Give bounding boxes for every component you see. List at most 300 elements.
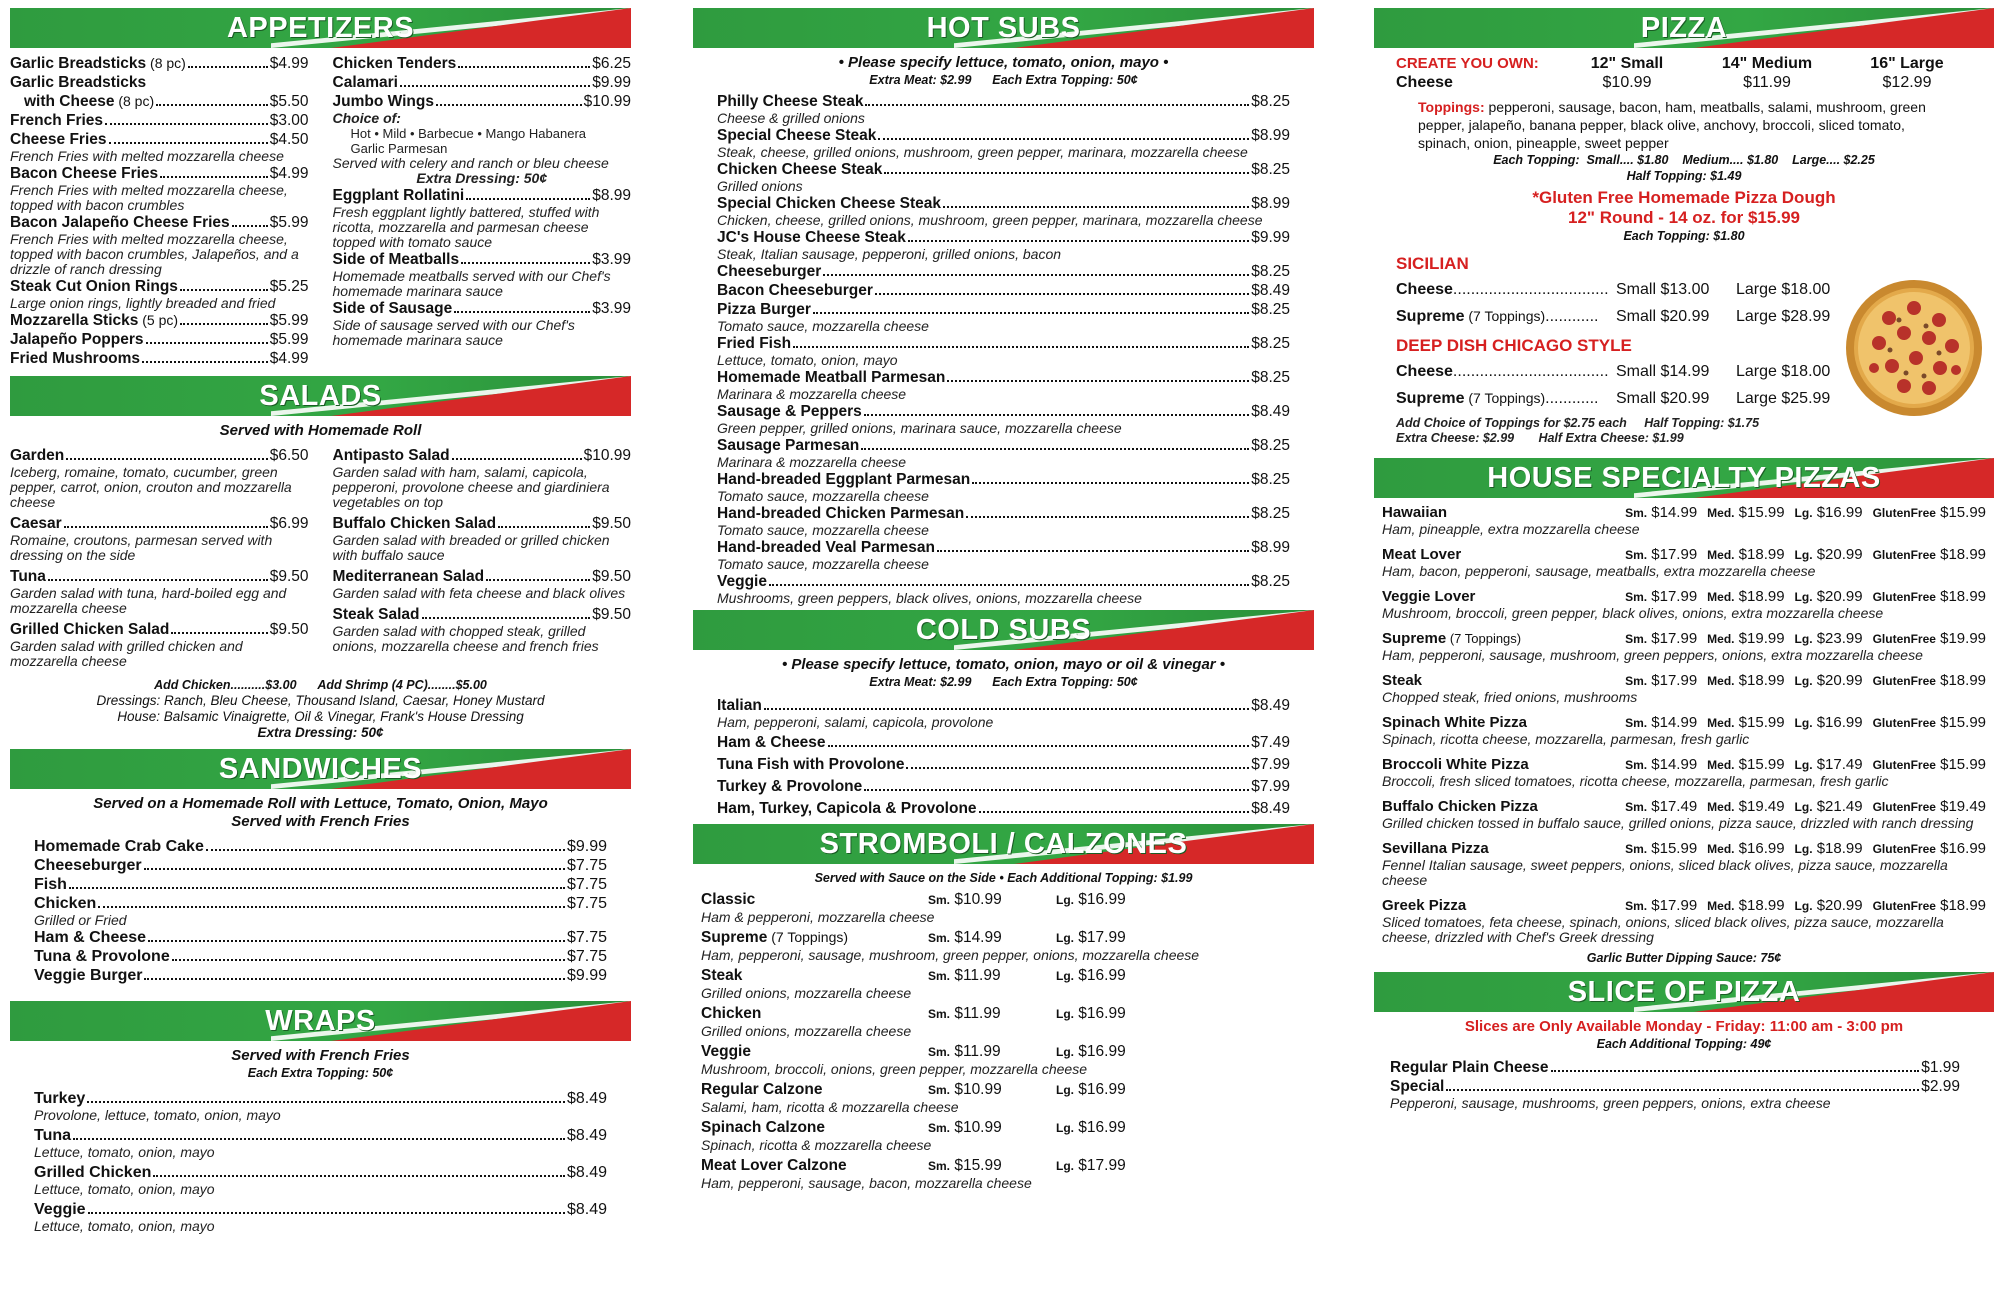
- item-description: Chicken, cheese, grilled onions, mushroom, green pepper, marinara, mozzarella cheese: [717, 212, 1263, 228]
- size-small-price: Sm. $17.99: [1625, 546, 1698, 563]
- item-price: $5.25: [269, 278, 309, 295]
- dot-leader: [813, 300, 1249, 314]
- item-description: Side of sausage served with our Chef's homemade marinara sauce: [332, 317, 575, 348]
- large-price: Large $25.99: [1736, 390, 1831, 407]
- size-label: Med.: [1707, 506, 1735, 520]
- pizza-each-topping: Each Topping: Small.... $1.80 Medium.... $1.80 Large.... $2.25: [1493, 153, 1875, 167]
- gluten-free-price: GlutenFree $18.99: [1872, 546, 1986, 563]
- item-name: Italian: [717, 697, 762, 714]
- stromboli-item: [701, 890, 1306, 925]
- size-label: Med.: [1707, 800, 1735, 814]
- item-price: $9.99: [1251, 229, 1290, 246]
- wing-choice-line1: Hot • Mild • Barbecue • Mango Habanera: [350, 126, 586, 141]
- stromboli-row: [701, 1080, 1306, 1100]
- size-label: GlutenFree: [1872, 758, 1936, 772]
- item-description: Grilled onions, mozzarella cheese: [701, 1023, 912, 1039]
- menu-item-row: [10, 330, 309, 349]
- item-description: Iceberg, romaine, tomato, cucumber, green pepper, carrot, onion, crouton and mozzarella cheese: [10, 464, 292, 510]
- dot-leader: [906, 755, 1249, 769]
- item-name: Tuna: [34, 1127, 72, 1144]
- menu-item-row: [717, 777, 1290, 796]
- sicilian-list: [1396, 280, 1846, 326]
- gluten-free-each: Each Topping: $1.80: [1623, 229, 1745, 243]
- size-small-price: Sm. $15.99: [1625, 840, 1698, 857]
- small-label: Sm.: [928, 931, 951, 945]
- item-description: Lettuce, tomato, onion, mayo: [717, 352, 898, 368]
- gluten-free-line1: *Gluten Free Homemade Pizza Dough: [1532, 188, 1836, 207]
- menu-item: [10, 349, 309, 368]
- style-row: [1396, 280, 1846, 299]
- item-price: $8.25: [1251, 263, 1290, 280]
- dot-leader: [153, 1163, 565, 1177]
- item-name: Buffalo Chicken Salad: [332, 515, 497, 532]
- item-price: $4.99: [269, 350, 309, 367]
- slice-title: SLICE OF PIZZA: [1567, 976, 1801, 1008]
- item-description: Steak, cheese, grilled onions, mushroom, green pepper, marinara, mozzarella cheese: [717, 144, 1248, 160]
- item-name: Jalapeño Poppers: [10, 331, 144, 348]
- menu-item: [10, 54, 309, 73]
- dot-leader: [864, 777, 1249, 791]
- item-name: Chicken Cheese Steak: [717, 161, 883, 178]
- item-name: with Cheese (8 pc): [24, 93, 155, 110]
- item-price: $7.49: [1251, 734, 1290, 751]
- item-description: Garden salad with grilled chicken and mozzarella cheese: [10, 638, 243, 669]
- spacer: [1156, 890, 1306, 910]
- menu-item-row: [10, 111, 309, 130]
- item-large-price: Lg. $16.99: [1056, 891, 1126, 908]
- dot-leader: [66, 446, 267, 460]
- item-description: Pepperoni, sausage, mushrooms, green peppers, onions, extra cheese: [1390, 1095, 1831, 1111]
- coldsubs-extra: Extra Meat: $2.99 Each Extra Topping: 50¢: [869, 675, 1138, 689]
- menu-item: [34, 1126, 607, 1160]
- item-name: [1396, 280, 1616, 299]
- toppings-label: Toppings:: [1418, 99, 1485, 115]
- item-name-text: Cheese: [1396, 363, 1453, 380]
- menu-item: [717, 334, 1290, 368]
- spacer: [1156, 966, 1306, 986]
- item-name: Fish: [34, 876, 67, 893]
- sandwiches-list: [10, 837, 631, 985]
- pizza-styles: [1374, 254, 1994, 446]
- wraps-banner: [10, 1001, 631, 1041]
- item-name: Chicken: [34, 895, 97, 912]
- menu-item-row: [34, 837, 607, 856]
- item-name: Supreme (7 Toppings): [1382, 630, 1522, 647]
- dot-leader: [188, 54, 268, 68]
- menu-item: [10, 277, 309, 311]
- item-small-price: Sm. $15.99: [928, 1157, 1002, 1174]
- dots: ............: [1545, 390, 1599, 407]
- item-small-price: Sm. $10.99: [928, 1081, 1002, 1098]
- dot-leader: [64, 514, 268, 528]
- menu-item-row: [10, 164, 309, 183]
- gluten-free-price: GlutenFree $18.99: [1872, 897, 1986, 914]
- small-label: Sm.: [928, 1045, 951, 1059]
- item-description: Ham, pepperoni, sausage, bacon, mozzarella cheese: [701, 1175, 1032, 1191]
- item-name: Side of Sausage: [332, 300, 453, 317]
- menu-item: [1390, 1058, 1960, 1077]
- dot-leader: [206, 837, 565, 851]
- menu-item-row: [34, 1163, 607, 1182]
- spacer: [1156, 1042, 1306, 1062]
- item-name: Cheeseburger: [34, 857, 142, 874]
- item-price: $8.49: [1251, 282, 1290, 299]
- dot-leader: [966, 504, 1249, 518]
- large-price: Large $18.00: [1736, 281, 1831, 298]
- item-price: $8.49: [566, 1164, 607, 1181]
- dot-leader: [908, 228, 1249, 242]
- item-name: Hand-breaded Chicken Parmesan: [717, 505, 965, 522]
- size-label: Lg.: [1794, 899, 1813, 913]
- item-large-price: Lg. $16.99: [1056, 1081, 1126, 1098]
- menu-item: [717, 402, 1290, 436]
- dot-leader: [144, 856, 565, 870]
- item-price: $7.75: [566, 948, 607, 965]
- menu-item: [717, 696, 1290, 730]
- small-price: Small $14.99: [1616, 363, 1710, 380]
- menu-item-row: [717, 368, 1290, 387]
- item-description: Lettuce, tomato, onion, mayo: [34, 1218, 215, 1234]
- item-description: Spinach, ricotta cheese, mozzarella, parmesan, fresh garlic: [1382, 731, 1750, 747]
- salads-extra: Extra Dressing: 50¢: [257, 725, 384, 740]
- specialty-item: [1382, 756, 1986, 789]
- item-price: $5.99: [269, 312, 309, 329]
- style-row: [1396, 389, 1846, 408]
- specialty-row: [1382, 630, 1986, 648]
- size-medium-price: Med. $18.99: [1707, 897, 1785, 914]
- menu-item: [717, 368, 1290, 402]
- toppings-list: pepperoni, sausage, bacon, ham, meatballs, salami, mushroom, green pepper, jalapeño, banana pepper, black olive, anchovy, broccoli, sliced tomato, spinach, onion, pineapple, sweet pepper: [1418, 99, 1926, 151]
- dot-leader: [972, 470, 1249, 484]
- menu-item: [717, 799, 1290, 818]
- item-description: Sliced tomatoes, feta cheese, spinach, onions, sliced black olives, pizza sauce, mozzarella cheese, drizzled with Chef's Greek dressing: [1382, 914, 1944, 945]
- wing-served: Served with celery and ranch or bleu cheese: [332, 155, 609, 171]
- item-note: (7 Toppings): [1464, 308, 1546, 324]
- item-description: Lettuce, tomato, onion, mayo: [34, 1181, 215, 1197]
- menu-item-row: [10, 514, 309, 533]
- item-price: $9.99: [566, 838, 607, 855]
- item-name: Classic: [701, 891, 756, 908]
- size-small-price: Sm. $17.49: [1625, 798, 1698, 815]
- dot-leader: [764, 696, 1249, 710]
- small-label: Sm.: [928, 893, 951, 907]
- item-description: French Fries with melted mozzarella cheese, topped with bacon crumbles: [10, 182, 288, 213]
- item-name: Regular Calzone: [701, 1081, 823, 1098]
- dot-leader: [436, 92, 582, 106]
- dot-leader: [458, 54, 590, 68]
- menu-item-row: [717, 572, 1290, 591]
- dots: ...................................: [1452, 363, 1609, 380]
- item-description: Salami, ham, ricotta & mozzarella cheese: [701, 1099, 959, 1115]
- dot-leader: [156, 92, 268, 106]
- item-name: Bacon Jalapeño Cheese Fries: [10, 214, 230, 231]
- coldsubs-list: [693, 696, 1314, 818]
- menu-item-row: [717, 228, 1290, 247]
- item-price: $8.25: [1251, 573, 1290, 590]
- size-small-price: Sm. $14.99: [1625, 756, 1698, 773]
- dot-leader: [87, 1089, 565, 1103]
- menu-item: [10, 567, 309, 616]
- item-description: Grilled chicken tossed in buffalo sauce, grilled onions, pizza sauce, drizzled with ranch dressing: [1382, 815, 1974, 831]
- item-name: Sausage Parmesan: [717, 437, 860, 454]
- menu-item: [34, 875, 607, 894]
- gluten-free-price: GlutenFree $15.99: [1872, 756, 1986, 773]
- item-name: Veggie: [717, 573, 767, 590]
- stromboli-note: Served with Sauce on the Side • Each Additional Topping: $1.99: [814, 871, 1193, 885]
- menu-item: [333, 514, 632, 563]
- menu-item: [717, 436, 1290, 470]
- size-label: GlutenFree: [1872, 899, 1936, 913]
- stromboli-row: [701, 928, 1306, 948]
- stromboli-item: [701, 1118, 1306, 1153]
- item-note: (5 pc): [138, 312, 179, 328]
- column-left: [10, 8, 631, 1237]
- item-description: Green pepper, grilled onions, marinara sauce, mozzarella cheese: [717, 420, 1122, 436]
- item-name: Grilled Chicken Salad: [10, 621, 170, 638]
- hotsubs-extra: Extra Meat: $2.99 Each Extra Topping: 50¢: [869, 73, 1138, 87]
- item-large-price: Lg. $16.99: [1056, 1119, 1126, 1136]
- item-name: Hand-breaded Veal Parmesan: [717, 539, 935, 556]
- item-description: Ham, pepperoni, salami, capicola, provolone: [717, 714, 994, 730]
- stromboli-item: [701, 928, 1306, 963]
- wraps-title: WRAPS: [265, 1005, 376, 1037]
- item-price: $7.75: [566, 857, 607, 874]
- menu-item-row: [333, 605, 632, 624]
- menu-item-row: [34, 966, 607, 985]
- menu-item: [34, 947, 607, 966]
- sicilian-title: SICILIAN: [1396, 254, 1469, 273]
- item-price: $6.50: [269, 447, 309, 464]
- item-price: $4.99: [269, 165, 309, 182]
- menu-item: [10, 73, 309, 92]
- item-description: Tomato sauce, mozzarella cheese: [717, 318, 929, 334]
- item-description: Garden salad with feta cheese and black olives: [332, 585, 626, 601]
- item-price: $6.99: [269, 515, 309, 532]
- item-price: $3.99: [592, 300, 631, 317]
- item-price: $2.99: [1921, 1078, 1960, 1095]
- item-name: Fried Fish: [717, 335, 792, 352]
- menu-item-row: [333, 514, 632, 533]
- item-price: $10.99: [583, 447, 631, 464]
- menu-item: [34, 837, 607, 856]
- spacer: [1156, 1118, 1306, 1138]
- item-price: $9.50: [592, 568, 631, 585]
- menu-item: [34, 856, 607, 875]
- pizza-size-header: [1374, 54, 1994, 73]
- spacer: [1156, 1156, 1306, 1176]
- specialty-banner: [1374, 458, 1994, 498]
- size-label: Med.: [1707, 716, 1735, 730]
- menu-item-row: [10, 130, 309, 149]
- item-name: Special Chicken Cheese Steak: [717, 195, 942, 212]
- menu-item: [717, 281, 1290, 300]
- dot-leader: [146, 330, 268, 344]
- add-chicken: Add Chicken..........$3.00: [154, 678, 297, 692]
- item-price: $8.25: [1251, 301, 1290, 318]
- menu-item-row: [1390, 1058, 1960, 1077]
- half-topping-2: Half Topping: $1.75: [1644, 416, 1760, 430]
- pizza-toppings: [1374, 98, 1994, 152]
- stromboli-row: [701, 1042, 1306, 1062]
- small-label: Sm.: [928, 1159, 951, 1173]
- item-price: $8.25: [1251, 161, 1290, 178]
- dot-leader: [142, 349, 268, 363]
- specialty-list: [1374, 504, 1994, 945]
- item-name: Garlic Breadsticks: [10, 74, 147, 91]
- stromboli-title: STROMBOLI / CALZONES: [819, 828, 1188, 860]
- item-price: $9.50: [269, 568, 309, 585]
- stromboli-item: [701, 1156, 1306, 1191]
- dot-leader: [88, 1200, 565, 1214]
- menu-item-row: [34, 875, 607, 894]
- size-medium-price: Med. $19.99: [1707, 630, 1785, 647]
- item-price: $7.75: [566, 929, 607, 946]
- item-name: Mediterranean Salad: [332, 568, 485, 585]
- item-large-price: Lg. $16.99: [1056, 1005, 1126, 1022]
- style-row: [1396, 307, 1846, 326]
- specialty-item: [1382, 630, 1986, 663]
- appetizers-right: [333, 54, 632, 376]
- salads-house: House: Balsamic Vinaigrette, Oil & Vinegar, Frank's House Dressing: [117, 709, 524, 724]
- menu-item: [10, 514, 309, 563]
- item-name: Jumbo Wings: [332, 93, 434, 110]
- pizza-title: PIZZA: [1640, 12, 1728, 44]
- dot-leader: [160, 164, 268, 178]
- size-label: Med.: [1707, 548, 1735, 562]
- size-label: GlutenFree: [1872, 716, 1936, 730]
- dot-leader: [148, 928, 565, 942]
- size-label: GlutenFree: [1872, 590, 1936, 604]
- item-price: $8.49: [1251, 697, 1290, 714]
- size-label: Lg.: [1794, 632, 1813, 646]
- item-note: (7 Toppings): [1446, 631, 1522, 646]
- size-medium: 14" Medium: [1721, 55, 1813, 72]
- item-description: Spinach, ricotta & mozzarella cheese: [701, 1137, 932, 1153]
- item-name: Chicken Tenders: [332, 55, 457, 72]
- item-name: Special Cheese Steak: [717, 127, 877, 144]
- menu-item: [717, 572, 1290, 606]
- item-name: Calamari: [332, 74, 398, 91]
- item-description: Grilled onions, mozzarella cheese: [701, 985, 912, 1001]
- dot-leader: [498, 514, 590, 528]
- menu-item: [34, 928, 607, 947]
- item-large-price: Lg. $16.99: [1056, 967, 1126, 984]
- salads-subtitle: Served with Homemade Roll: [219, 422, 422, 439]
- item-price: $8.49: [566, 1127, 607, 1144]
- column-right: [1374, 8, 1994, 1111]
- wing-choice-title: Choice of:: [332, 110, 401, 126]
- item-name: Steak Cut Onion Rings: [10, 278, 178, 295]
- size-small-price: Sm. $17.99: [1625, 897, 1698, 914]
- large-label: Lg.: [1056, 969, 1074, 983]
- item-description: Ham, pepperoni, sausage, mushroom, green pepper, onions, mozzarella cheese: [701, 947, 1200, 963]
- menu-item-row: [34, 1089, 607, 1108]
- item-small-price: Sm. $10.99: [928, 891, 1002, 908]
- menu-item-row: [333, 186, 632, 205]
- item-name: Spinach Calzone: [701, 1119, 826, 1136]
- item-price: $9.50: [592, 606, 631, 623]
- dot-leader: [793, 334, 1249, 348]
- gluten-free-price: GlutenFree $15.99: [1872, 714, 1986, 731]
- item-name: Turkey & Provolone: [717, 778, 863, 795]
- dot-leader: [180, 311, 268, 325]
- item-note: (7 Toppings): [767, 929, 849, 945]
- hotsubs-note: • Please specify lettuce, tomato, onion, mayo •: [838, 54, 1169, 71]
- size-label: Med.: [1707, 899, 1735, 913]
- coldsubs-banner: [693, 610, 1314, 650]
- menu-item-row: [717, 194, 1290, 213]
- menu-item-row: [333, 250, 632, 269]
- large-label: Lg.: [1056, 1007, 1074, 1021]
- cheese-medium-price: $11.99: [1743, 74, 1791, 91]
- item-name-text: Supreme: [1396, 390, 1465, 407]
- size-label: Sm.: [1625, 506, 1648, 520]
- item-description: Grilled or Fried: [34, 912, 127, 928]
- size-label: Sm.: [1625, 674, 1648, 688]
- salads-right: [333, 446, 632, 673]
- item-name: JC's House Cheese Steak: [717, 229, 906, 246]
- item-name: Homemade Crab Cake: [34, 838, 204, 855]
- item-description: Homemade meatballs served with our Chef's homemade marinara sauce: [332, 268, 611, 299]
- item-name: Veggie Burger: [34, 967, 143, 984]
- sandwiches-sub2: Served with French Fries: [231, 813, 410, 830]
- item-description: French Fries with melted mozzarella cheese: [10, 148, 284, 164]
- dot-leader: [454, 299, 590, 313]
- item-price: $7.75: [566, 895, 607, 912]
- item-description: Ham & pepperoni, mozzarella cheese: [701, 909, 935, 925]
- size-label: Lg.: [1794, 842, 1813, 856]
- small-price: Small $20.99: [1616, 390, 1710, 407]
- item-price: $9.99: [592, 74, 631, 91]
- menu-item: [333, 446, 632, 510]
- item-price: $8.25: [1251, 369, 1290, 386]
- menu-item: [717, 538, 1290, 572]
- size-label: GlutenFree: [1872, 674, 1936, 688]
- size-large-price: Lg. $16.99: [1794, 714, 1863, 731]
- size-label: Sm.: [1625, 842, 1648, 856]
- size-label: Sm.: [1625, 590, 1648, 604]
- dot-leader: [486, 567, 590, 581]
- item-price: $3.00: [269, 112, 309, 129]
- item-name: Bacon Cheeseburger: [717, 282, 873, 299]
- item-price: $8.99: [592, 187, 631, 204]
- size-large-price: Lg. $21.49: [1794, 798, 1863, 815]
- dot-leader: [48, 567, 268, 581]
- menu-item-row: [1390, 1077, 1960, 1096]
- item-note: (7 Toppings): [1464, 390, 1546, 406]
- item-name-text: Supreme: [1396, 308, 1465, 325]
- item-description: Mushroom, broccoli, green pepper, black olives, onions, extra mozzarella cheese: [1382, 605, 1884, 621]
- specialty-row: [1382, 840, 1986, 858]
- item-price: $6.25: [592, 55, 631, 72]
- size-label: GlutenFree: [1872, 506, 1936, 520]
- item-name-text: Cheese: [1396, 281, 1453, 298]
- create-your-own: CREATE YOU OWN:: [1396, 55, 1539, 72]
- item-description: Tomato sauce, mozzarella cheese: [717, 488, 929, 504]
- size-label: Med.: [1707, 758, 1735, 772]
- menu-item-row: [10, 446, 309, 465]
- menu-item-row: [717, 696, 1290, 715]
- wing-choice-line2: Garlic Parmesan: [350, 141, 448, 156]
- menu-item-row: [333, 446, 632, 465]
- item-description: Chopped steak, fried onions, mushrooms: [1382, 689, 1638, 705]
- menu-item: [717, 126, 1290, 160]
- item-price: $8.25: [1251, 93, 1290, 110]
- item-description: Garden salad with breaded or grilled chicken with buffalo sauce: [332, 532, 610, 563]
- large-price: Large $28.99: [1736, 308, 1831, 325]
- size-small-price: Sm. $14.99: [1625, 714, 1698, 731]
- specialty-row: [1382, 588, 1986, 606]
